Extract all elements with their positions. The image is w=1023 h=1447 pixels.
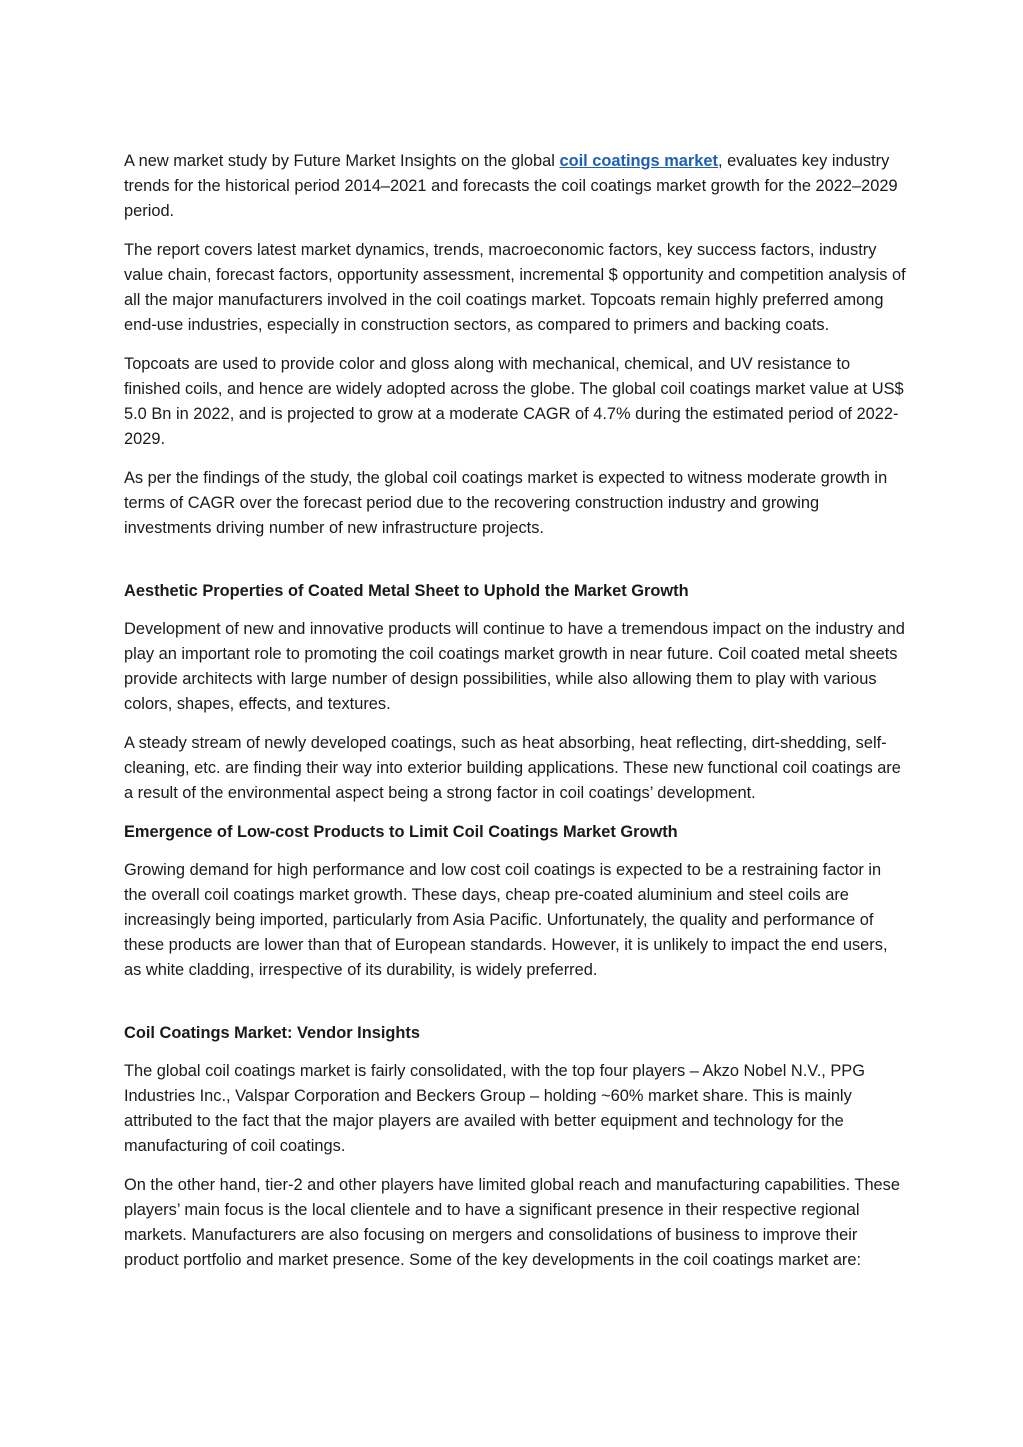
vendor-section-heading: Coil Coatings Market: Vendor Insights (124, 1024, 420, 1042)
vendor-paragraph-1: The global coil coatings market is fairly consolidated, with the top four players – Akzo Nobel N.V., PPG Industries Inc., Valspar Corporation and Beckers Group – holding ~60% market share. This is mainly attributed to the fact that the major players are availed with better equipment and technology for the manufacturing of coil coatings. (124, 1062, 865, 1155)
coil-coatings-market-link[interactable]: coil coatings market (559, 152, 718, 170)
document-body (124, 149, 906, 1287)
intro-text-after-link: , evaluates key industry trends for the historical period 2014–2021 and forecasts the coil coatings market growth for the 2022–2029 period. (124, 152, 898, 220)
section-spacer (124, 997, 906, 1021)
intro-paragraph (124, 149, 906, 224)
section-spacer (124, 555, 906, 579)
aesthetic-paragraph-1: Development of new and innovative products will continue to have a tremendous impact on the industry and play an important role to promoting the coil coatings market growth in near future. Coil coated metal sheets provide architects with large number of design possibilities, while also allowing them to play with various colors, shapes, effects, and textures. (124, 620, 905, 713)
lowcost-paragraph-1: Growing demand for high performance and low cost coil coatings is expected to be a restraining factor in the overall coil coatings market growth. These days, cheap pre-coated aluminium and steel coils are increasingly being imported, particularly from Asia Pacific. Unfortunately, the quality and performance of these products are lower than that of European standards. However, it is unlikely to impact the end users, as white cladding, irrespective of its durability, is widely preferred. (124, 861, 888, 979)
aesthetic-paragraph-2: A steady stream of newly developed coatings, such as heat absorbing, heat reflecting, dirt-shedding, self-cleaning, etc. are finding their way into exterior building applications. These new functional coil coatings are a result of the environmental aspect being a strong factor in coil coatings’ development. (124, 734, 901, 802)
topcoats-paragraph: Topcoats are used to provide color and gloss along with mechanical, chemical, and UV resistance to finished coils, and hence are widely adopted across the globe. The global coil coatings market value at US$ 5.0 Bn in 2022, and is projected to grow at a moderate CAGR of 4.7% during the estimated period of 2022-2029. (124, 355, 904, 448)
report-coverage-paragraph: The report covers latest market dynamics, trends, macroeconomic factors, key success factors, industry value chain, forecast factors, opportunity assessment, incremental $ opportunity and competition analysis of all the major manufacturers involved in the coil coatings market. Topcoats remain highly preferred among end-use industries, especially in construction sectors, as compared to primers and backing coats. (124, 241, 906, 334)
intro-text-before-link: A new market study by Future Market Insights on the global (124, 152, 560, 170)
aesthetic-section-heading: Aesthetic Properties of Coated Metal Sheet to Uphold the Market Growth (124, 582, 689, 600)
lowcost-section-heading: Emergence of Low-cost Products to Limit Coil Coatings Market Growth (124, 823, 678, 841)
vendor-paragraph-2: On the other hand, tier-2 and other players have limited global reach and manufacturing capabilities. These players’ main focus is the local clientele and to have a significant presence in their respective regional markets. Manufacturers are also focusing on mergers and consolidations of business to improve their product portfolio and market presence. Some of the key developments in the coil coatings market are: (124, 1176, 900, 1269)
study-findings-paragraph: As per the findings of the study, the global coil coatings market is expected to witness moderate growth in terms of CAGR over the forecast period due to the recovering construction industry and growing investments driving number of new infrastructure projects. (124, 469, 888, 537)
